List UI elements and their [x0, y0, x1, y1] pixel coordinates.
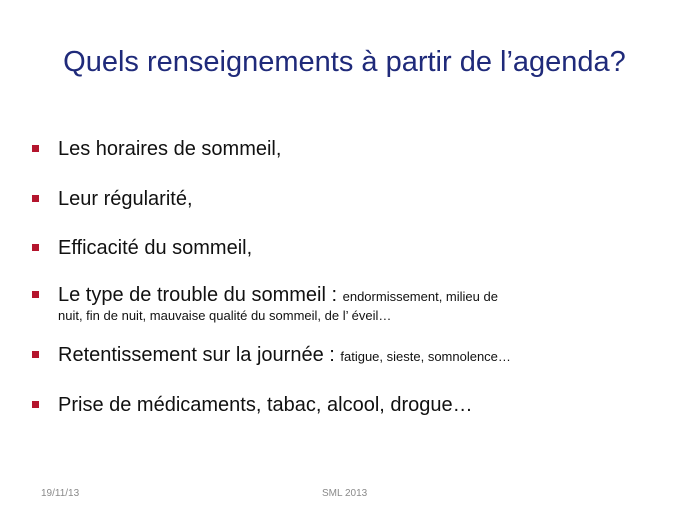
square-bullet-icon: [32, 145, 39, 152]
bullet-item: [30, 235, 252, 261]
square-bullet-icon: [32, 401, 39, 408]
bullet-item: [30, 136, 281, 162]
bullet-detail: fatigue, sieste, somnolence…: [340, 349, 511, 364]
bullet-item: [30, 392, 473, 418]
slide-title: Quels renseignements à partir de l’agenda?: [63, 46, 626, 78]
bullet-detail: endormissement, milieu de: [342, 289, 498, 304]
square-bullet-icon: [32, 291, 39, 298]
footer-center-text: SML 2013: [322, 488, 368, 499]
bullet-item: [30, 186, 193, 212]
bullet-text: Leur régularité,: [58, 188, 193, 210]
bullet-text: Prise de médicaments, tabac, alcool, drogue…: [58, 394, 473, 416]
bullet-first-line: [58, 282, 660, 310]
bullet-text: Le type de trouble du sommeil :: [58, 284, 343, 306]
bullet-item: [30, 342, 660, 368]
square-bullet-icon: [32, 195, 39, 202]
square-bullet-icon: [32, 244, 39, 251]
square-bullet-icon: [32, 351, 39, 358]
footer-date: 19/11/13: [41, 488, 80, 499]
bullet-text: Efficacité du sommeil,: [58, 237, 253, 259]
bullet-text: Les horaires de sommeil,: [58, 138, 282, 160]
bullet-item: [30, 282, 660, 324]
bullet-detail-continued: nuit, fin de nuit, mauvaise qualité du sommeil, de l’ éveil…: [58, 308, 392, 323]
bullet-text: Retentissement sur la journée :: [58, 344, 341, 366]
